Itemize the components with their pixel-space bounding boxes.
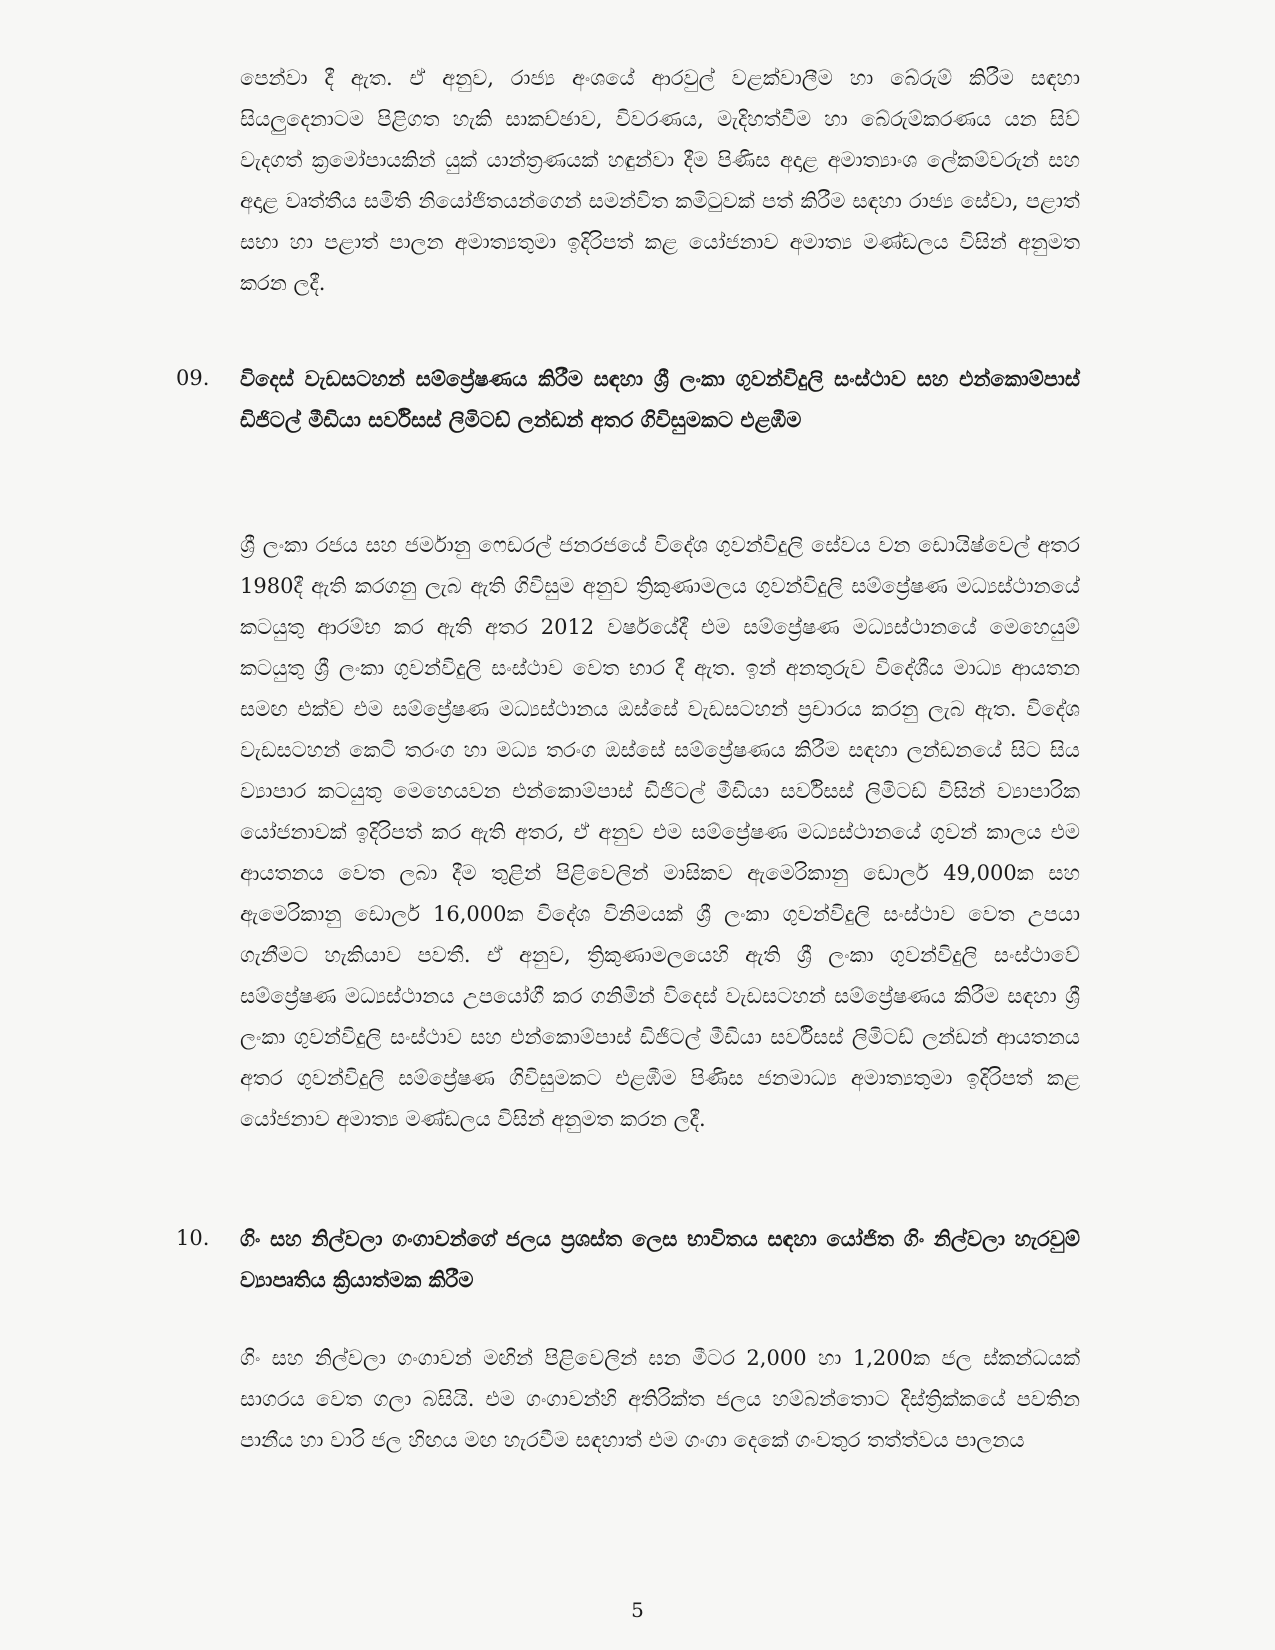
item-title-09: විදෙස් වැඩසටහන් සම්ප්‍රේෂණය කිරීම සඳහා ශ්‍රී ලංකා ගුවන්විදුලි සංස්ථාව සහ එන්කොම්පාස් ඩිජිටල් මීඩියා සර්විසස් ලිමිටඩ් ලන්ඩන් අතර ගිවිසුමකට එළඹීම <box>240 366 1080 432</box>
page-number: 5 <box>631 1598 644 1622</box>
item-number-09: 09. <box>176 366 210 390</box>
item-number-10: 10. <box>176 1226 210 1250</box>
item-title-10: ගිං සහ නිල්වලා ගංගාවන්ගේ ජලය ප්‍රශස්ත ලෙස භාවිතය සඳහා යෝජිත ගිං නිල්වලා හැරවුම් ව්‍යාපෘතිය ක්‍රියාත්මක කිරීම <box>240 1226 1080 1292</box>
continuation-paragraph: පෙන්වා දී ඇත. ඒ අනුව, රාජ්‍ය අංශයේ ආරවුල් වළක්වාලීම හා බේරුම් කිරීම සඳහා සියලුදෙනාටම පිළිගත හැකි සාකච්ඡාව, විවරණය, මැදිහත්වීම හා බේරුම්කරණය යන සිව් වැදගත් ක්‍රමෝපායකින් යුක් යාන්ත්‍රණයක් හඳුන්වා දීම පිණිස අදාළ අමාත්‍යාංශ ලේකම්වරුන් සහ අදාළ වෘත්තීය සමිති නියෝජිතයන්ගෙන් සමන්විත කමිටුවක් පත් කිරීම සඳහා රාජ්‍ය සේවා, පළාත් සභා හා පළාත් පාලන අමාත්‍යතුමා ඉදිරිපත් කළ යෝජනාව අමාත්‍ය මණ්ඩලය විසින් අනුමත කරන ලදී. <box>240 66 1080 295</box>
item-body-10: ගිං සහ නිල්වලා ගංගාවන් මඟින් පිළිවෙලින් ඝන මීටර 2,000 හා 1,200ක ජල ස්කන්ධයක් සාගරය වෙත ගලා බසියි. එම ගංගාවන්හි අතිරික්ත ජලය හම්බන්තොට දිස්ත්‍රික්කයේ පවතින පානීය හා වාරි ජල හිඟය මඟ හැරවීම සඳහාත් එම ගංගා දෙකේ ගංවතුර තත්ත්වය පාලනය <box>240 1346 1080 1452</box>
item-body-09: ශ්‍රී ලංකා රජය සහ ජර්මානු ෆෙඩරල් ජනරජයේ විදේශ ගුවන්විදුලි සේවය වන ඩොයිෂ්වෙල් අතර 1980දී ඇති කරගනු ලැබ ඇති ගිවිසුම අනුව ත්‍රිකුණාමලය ගුවන්විදුලි සම්ප්‍රේෂණ මධ්‍යස්ථානයේ කටයුතු ආරම්භ කර ඇති අතර 2012 වර්ෂයේදී එම සම්ප්‍රේෂණ මධ්‍යස්ථානයේ මෙහෙයුම් කටයුතු ශ්‍රී ලංකා ගුවන්විදුලි සංස්ථාව වෙත භාර දී ඇත. ඉන් අනතුරුව විදේශීය මාධ්‍ය ආයතන සමඟ එක්ව එම සම්ප්‍රේෂණ මධ්‍යස්ථානය ඔස්සේ වැඩසටහන් ප්‍රචාරය කරනු ලැබ ඇත. විදේශ වැඩසටහන් කෙටි තරංග හා මධ්‍ය තරංග ඔස්සේ සම්ප්‍රේෂණය කිරීම සඳහා ලන්ඩනයේ සිට සිය ව්‍යාපාර කටයුතු මෙහෙයවන එන්කොම්පාස් ඩිජිටල් මීඩියා සර්විසස් ලිමිටඩ් විසින් ව්‍යාපාරික යෝජනාවක් ඉදිරිපත් කර ඇති අතර, ඒ අනුව එම සම්ප්‍රේෂණ මධ්‍යස්ථානයේ ගුවන් කාලය එම ආයතනය වෙත ලබා දීම තුළින් පිළිවෙලින් මාසිකව ඇමෙරිකානු ඩොලර් 49,000ක සහ ඇමෙරිකානු ඩොලර් 16,000ක විදේශ විනිමයක් ශ්‍රී ලංකා ගුවන්විදුලි සංස්ථාව වෙත උපයා ගැනීමට හැකියාව පවතී. ඒ අනුව, ත්‍රිකුණාමලයෙහි ඇති ශ්‍රී ලංකා ගුවන්විදුලි සංස්ථාවේ සම්ප්‍රේෂණ මධ්‍යස්ථානය උපයෝගී කර ගනිමින් විදෙස් වැඩසටහන් සම්ප්‍රේෂණය කිරීම සඳහා ශ්‍රී ලංකා ගුවන්විදුලි සංස්ථාව සහ එන්කොම්පාස් ඩිජිටල් මීඩියා සර්විසස් ලිමිටඩ් ලන්ඩන් ආයතනය අතර ගුවන්විදුලි සම්ප්‍රේෂණ ගිවිසුමකට එළඹීම පිණිස ජනමාධ්‍ය අමාත්‍යතුමා ඉදිරිපත් කළ යෝජනාව අමාත්‍ය මණ්ඩලය විසින් අනුමත කරන ලදී. <box>240 533 1080 1131</box>
